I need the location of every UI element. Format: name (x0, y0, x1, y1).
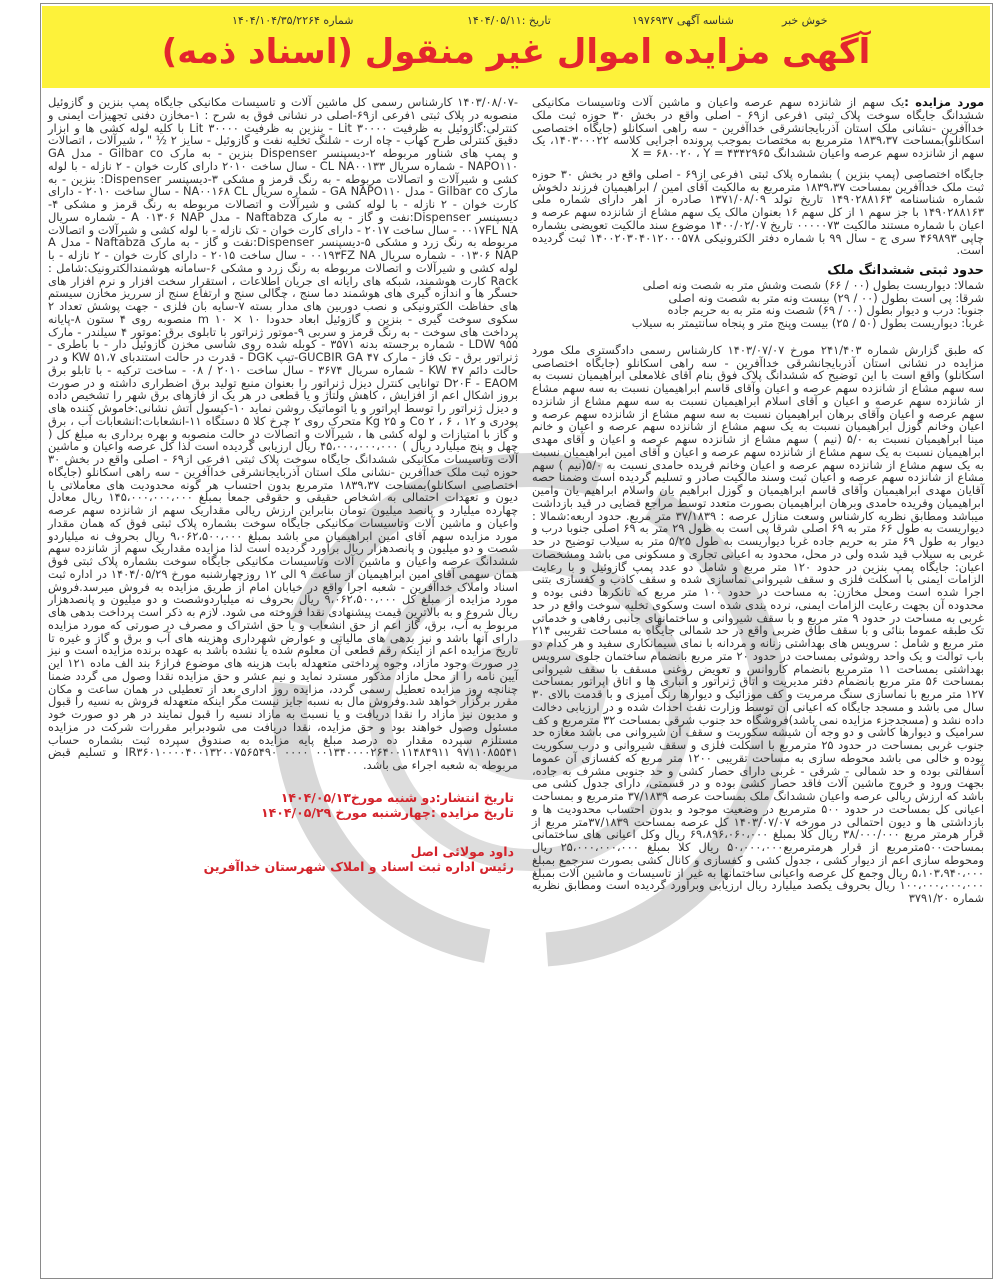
left-column (48, 96, 518, 874)
ad-id: شناسه آگهی ۱۹۷۶۹۳۷ (632, 14, 734, 27)
bounds-title: حدود ثبتی ششدانگ ملک (827, 263, 984, 278)
dates-block (48, 790, 518, 874)
subject-paragraph (532, 96, 984, 160)
publisher-name: خوش خبر (782, 14, 828, 27)
bounds-east: شرقا: پی است بطول (۰۰ / ۲۹) بیست ونه متر به شصت ونه اصلی (668, 290, 984, 305)
machinery-paragraph: -۱۴۰۳/۰۸/۰۷ کارشناس رسمی کل ماشین آلات و تاسیسات مکانیکی جایگاه پمپ بنزین و گازوئیل منصوبه در پلاک ثبتی ۱فرعی از۶۹-اصلی در نشانی فوق به شرح : ۱-مخازن دفنی تجهیزات ایمنی و کنترلی:گازوئیل به ظرفیت Lit ۳۰۰۰۰ - بنزین به ظرفیت ۳۰۰۰۰ Lit با کلیه لوله کشی ها و ابزار دقیق کنترلی طرح کهاب - چاه ارت - شلنگ تخلیه نفت و گازوئیل - سایز ۲ ½ " ، شیرآلات ، اتصالات و پمپ های شناور مربوطه ۲-دیسپنسر Dispenser بنزین - به مارک Gilbar co - مدل GA NAPO۱۱۰ - شماره سریال CL NA۰۰۱۳۳ - سال ساخت ۲۰۱۰ دارای کارت خوان - ۲ نازله - با لوله کشی و شیرآلات و اتصالات مربوطه - به رنگ قرمز و مشکی ۳-دیسپنسر Dispenser: بنزین - به مارک Gilbar co - مدل GA NAPO۱۱۰ - شماره سریال NA۰۰۱۶۸ CL - سال ساخت ۲۰۱۰ - دارای کارت خوان - ۲ نازله - با لوله کشی و شیرآلات و اتصالات مربوطه به رنگ قرمز و مشکی ۴-دیسپنسر Dispenser:نفت و گاز - به مارک Naftabza - مدل A ۰۱۳۰۶ NAP - شماره سریال ۰۰۱۷FL NA - سال ساخت ۲۰۱۷ - دارای کارت خوان - تک نازله - با لوله کشی و شیرآلات و اتصالات مربوطه به رنگ زرد و مشکی ۵-دیسپنسر Dispenser:نفت و گاز - به مارک Naftabza - مدل A ۰۱۳۰۶ NAP - شماره سریال ۰۰۱۹۳FZ NA - سال ساخت ۲۰۱۵ - دارای کارت خوان - ۲ نازله - با لوله کشی و شیرآلات و اتصالات مربوطه به رنگ زرد و مشکی ۶-سامانه هوشمندالکترونیک:شامل : Rack کارت هوشمند، شبکه های رایانه ای جریان اطلاعات ، استقرار سخت افزار و نرم افزار های حسگر ها و اندازه گیری های هوشمند دما سنج ، چگالی سنج و ارتفاع سنج از سرریز مخازن سیستم های حفاظت الکترونیکی و نصب دوربین های مدار بسته ۷-سایه بان فلزی - جهت پوشش تعداد ۲ سکوی سوخت گیری - بنزین و گازوئیل ابعاد حدودا ۱۰ × ۱۰ m منصوبه روی ۴ ستون ۸-پایانه پرداخت های سوخت - به رنگ قرمز و سربی ۹-موتور ژنراتور با تابلوی برق :موتور ۴ سیلندر - مارک LDW ۹۵۵ - شماره برجسته بدنه ۳۵۷۱ - کوبله شده روی شاسی مخزن گازوئیل دار - با باطری - ژنراتور برق - تک فاز - مارک GUCBIR GA ۴۷-تیپ DGK - قدرت در حالت استندبای KW ۵۱،۷ و در حالت دائم ۴۷ KW - شماره سریال ۳۶۷۴ - سال ساخت ۲۰۱۰ / ۰۸ - ساخت ترکیه - با تابلو برق D۲۰F - EAOM توانایی کنترل دیزل ژنراتور را بعنوان منبع تولید برق اضطراری داشته و در صورت بروز اشکال اعم از افزایش ، کاهش ولتاژ و یا قطعی در هر یک از فازهای برق شهر را تشخیص داده و دیزل ژنراتور را توسط اپراتور و یا اتوماتیک روشن نماید ۱۰-کپسول آتش نشانی:خاموش کننده های پودری و Co ۲ ، ۶ ، ۱۲ و ۲۵ Kg متحرک روی ۲ چرخ کلا ۵ دستگاه ۱۱-انشعابات:انشعابات آب ، برق و گاز با امتیازات و لوله کشی ها ، شیرآلات و اتصالات در حالت منصوبه و بهره برداری به مبلغ کل ( چهل و پنج میلیارد ریال ) ۴۵،۰۰۰،۰۰۰،۰۰۰ ریال ارزیابی گردیده است لذا کل عرصه واعیان و ماشین آلات وتاسیسات مکانیکی ششدانگ جایگاه سوخت پلاک ثبتی ۱فرعی از۶۹ - اصلی واقع در بخش ۳۰ حوزه ثبت ملک خداآفرین -نشانی ملک استان آذربایجانشرقی خداآفرین - سه راهی اسکانلو (جایگاه اختصاصی اسکانلو)بمساحت ۱۸۳۹،۳۷ مترمربع بدون احتساب هر گونه محدودیت های معاملاتی یا دیون و تعهدات احتمالی به اشخاص حقیقی و حقوقی جمعا بمبلغ ۱۴۵،۰۰۰،۰۰۰،۰۰۰ ریال معادل چهارده میلیارد و پانصد میلیون تومان بنابراین ارزش ریالی مقداریک سهم از شانزده سهم عرصه واعیان و ماشین آلات وتاسیسات مکانیکی جایگاه سوخت بشماره پلاک ثبتی فوق که همان مقدار مورد مزایده سهم آقای امین ابراهیمیان می باشد بمبلغ ۹،۰۶۲،۵۰۰،۰۰۰ ریال بحروف نه میلیاردو شصت و دو میلیون و پانصدهزار ریال برآورد گردیده است لذا مزایده مقداریک سهم از شانزده سهم ششدانگ عرصه واعیان و ماشین آلات وتاسیسات مکانیکی جایگاه سوخت بشماره پلاک ثبتی فوق همان سهمی آقای امین ابراهیمیان از ساعت ۹ الی ۱۲ روزچهارشنبه مورخ ۱۴۰۴/۰۵/۲۹ در اداره ثبت اسناد واملاک خداآفرین - شعبه اجرا واقع در خیابان امام از طریق مزایده به فروش میرسد.فروش مورد مزایده از مبلغ کل ۹،۰۶۲،۵۰۰،۰۰۰ ریال بحروف نه میلیاردوشصت و دو میلیون و پانصدهزار ریال شروع و به بالاترین قیمت پیشنهادی نقدا فروخته می شود. لازم به ذکر است پرداخت بدهی های مربوط به آب، برق، گاز اعم از حق انشعاب و یا حق اشتراک و مصرف در صورتی که مورد مزایده دارای آنها باشد و نیز بدهی های مالیاتی و عوارض شهرداری وهزینه های آب و برق و گاز و غیره تا تاریخ مزایده اعم از اینکه رقم قطعی آن معلوم شده یا نشده باشد به عهده برنده مزایده است و نیز در صورت وجود مازاد، وجوه پرداختی متعهدله بابت هزینه های موضوع فراز۶ بند الف ماده ۱۲۱ این آیین نامه را از محل مازاد مذکور مسترد نماید و نیم عشر و حق مزایده نقدا وصول می گردد ضمنا چنانچه روز مزایده تعطیل رسمی گردد، مزایده روز اداری بعد از تعطیلی در همان ساعت و مکان مقرر برگزار خواهد شد.وفروش مال به نسبه جایز نیست مگر اینکه متعهدله فروش به نسیه را قبول و مدیون نیز مازاد را نقدا دریافت و یا نسبت به مازاد نسیه را قبول نمایند در هر دو صورت خود مسئول وصول خواهند بود و حق مزایده، نقدا دریافت می شودبرابر مقررات شرکت در مزایده مستلزم سپرده مقدار ده درصد مبلغ پایه مزایده به صندوق سپرده ثبت بشماره حساب IR۳۶۰۱۰۰۰۰۴۰۰۱۳۲۰۰۷۵۶۵۴۹۰ ۰۰۰۰ ۰۰۱۳۴۰۰۰۰۲۶۴۰۰۱۱۴۸۴۹۱۱ ۹۷۱۱۰۸۵۵۴۱ و تسلیم قبض مربوطه به شعبه اجراء می باشد. (48, 95, 519, 772)
report-paragraph: که طبق گزارش شماره ۲۴۱/۴۰۳ مورخ ۱۴۰۳/۰۷/۰۷ کارشناس رسمی دادگستری ملک مورد مزایده در نشانی استان آذربایجانشرقی خداآفرین - سه راهی اسکانلو (جایگاه اختصاصی اسکانلو) واقع است با این توضیح که ششدانگ پلاک فوق بنام آقای غلامعلی ابراهیمیان نسبت به سه سهم مشاع از شانزده سهم عرصه و اعیان وآقای قاسم ابراهیمیان نسبت به سه سهم مشاع از شانزده سهم عرصه و اعیان و آقای اسلام ابراهیمیان نسبت به سه سهم مشاع از شانزده سهم عرصه و اعیان وآقای برهان ابراهیمیان نسبت به سه سهم مشاع از شانزده سهم عرصه و اعیان وخانم گوزل ابراهیمیان نسبت به یک سهم مشاع از شانزده سهم عرصه و اعیان و خانم مینا ابراهیمیان نسبت به ۵/۰ (نیم ) سهم مشاع از شانزده سهم عرصه و اعیان و آقای مهدی ابراهیمیان نسبت به یک سهم مشاع از شانزده سهم عرصه و اعیان و آقای امین ابراهیمیان نسبت به یک سهم مشاع از شانزده سهم عرصه و اعیان وخانم فریده حامدی نسبت به ۵/۰(نیم ) سهم مشاع از شانزده سهم عرصه و اعیان ثبت وسند مالکیت صادر و تسلیم گردیده است وضمنا حصه آقایان مهدی ابراهیمیان وآقای قاسم ابراهیمیان و گوزل ابراهیم یان واسلام ابراهیم یان وامین ابراهیمیان وفریده حامدی وبرهان ابراهیمیان بصورت متعدد توسط مراجع قضایی در قید بازداشت میباشد ومطابق نظریه کارشناس وسعت منازل عرصه : ۳۷/۱۸۳۹ متر مربع. حدود اربعه:شمالا : دیواریست به طول ۶۶ متر به ۶۹ اصلی شرقا پی است به طول ۲۹ متر به ۶۹ اصلی جنوبا درب و دیوار به طول ۶۹ متر به حریم جاده غربا دیواریست به طول ۵/۲۵ متر به سیلاب توضیح در حد غربی به سیلاب قید شده ولی در محل، محدود به اعیانی تجاری و مسکونی می باشد ومشخصات اعیان: جایگاه پمپ بنزین در حدود ۱۲۰ متر مربع و شامل دو عدد پمپ گازوئیل و با رعایت الزامات ایمنی با اسکلت فلزی و سقف شیروانی نماسازی شده و سقف کاذب و کفسازی بتنی اجرا شده است ومحل مخازن: به مساحت در حدود ۱۰۰ متر مربع که تانکرها دفنی بوده و محدوده آن بجهت رعایت الزامات ایمنی، نرده بندی شده است وسکوی تخلیه سوخت واقع در حد غربی به مساحت در حدود ۹ متر مربع و با سقف شیروانی و ساختمانهای جانبی رفاهی و خدماتی تک طبقه عموما بنائی و با سقف طاق ضربی واقع در حد شمالی جایگاه به مساحت تقریبی ۲۱۴ متر مربع و شامل : سرویس های بهداشتی زنانه و مردانه با نمای سیمانکاری سفید و هر کدام دو باب توالت و یک واحد روشوئی بمساحت در حدود ۲۰ متر مربع بانضمام ساختمان جلوی سرویس بهداشتی بمساحت ۱۱ مترمربع بانضمام کاروانس و تعویض روغنی مسقف با سقف شیروانی بمساحت ۵۶ متر مربع بانضمام دفتر مدیریت و اتاق ژنراتور و انباری ها و اتاق اپراتور بمساحت ۱۲۷ متر مربع با نماسازی سنگ مرمریت و کف موزائیک و دیوارها رنگ آمیزی و با قدمت بالای ۳۰ سال می باشد و مسجد جایگاه که اعیانی آن توسط وزارت نفت احداث شده و در ارزیابی دخالت داده نشد و (مسجدجزء مزایده نمی باشد)فروشگاه حد جنوب شرقی بمساحت ۳۲ مترمربع و کف سرامیک و دیوارها کاشی و دو وجه آن شیشه سکوریت و سقف آن شیروانی می باشد مغازه حد جنوب غربی بمساحت در حدود ۲۵ مترمربع با اسکلت فلزی و سقف شیروانی و درب سکوریت بوده و خالی می باشد محوطه سازی به مساحت تقریبی ۱۲۰۰ متر مربع که کفسازی آن عموما آسفالتی بوده و حد شمالی - شرقی - غربی دارای حصار کشی و حد جنوبی مشرف به جاده، بجهت ورود و خروج ماشین آلات فاقد حصار کشی بوده و در قسمتی، دارای جدول کشی می باشد که ارزش ریالی عرصه واعیان ششدانگ ملک بمساحت عرصه ۳۷/۱۸۳۹ مترمربع و بمساحت اعیانی کل بمساحت در حدود ۵۰۰ مترمربع در وضعیت موجود و بدون احتساب محدودیت ها و بازداشتی ها و دیون احتمالی در مورخه ۱۴۰۳/۰۷/۰۷ کل عرصه بمساحت ۳۷/۱۸۳۹متر مربع از قرار هرمتر مربع ۳۸/۰۰۰/۰۰۰ ریال کلا بمبلغ ۶۹،۸۹۶،۰۶۰،۰۰۰ ریال وکل اعیانی های ساختمانی بمساحت۵۰۰مترمربع از قرار هرمترمربع۵۰،۰۰۰،۰۰۰ ریال کلا بمبلغ ۲۵،۰۰۰،۰۰۰،۰۰۰ ریال ومحوطه سازی اعم از دیوار کشی ، جدول کشی و کفسازی و کانال کشی بصورت سرجمع بمبلغ ۵،۱۰۳،۹۴۰،۰۰۰ ریال وجمع کل عرصه واعیانی ساختمانها به غیر از تاسیسات و ماشین آلات بمبلغ ۱۰۰،۰۰۰،۰۰۰،۰۰۰ ریال بحروف یکصد میلیارد ریال ارزیابی وبرآورد گردیده است ومطابق نظریه شماره ۳۷۹۱/۲۰ (532, 342, 984, 905)
bounds-west: غربا: دیواریست بطول (۵۰ / ۲۵) بیست وپنج متر و پنجاه سانتیمتر به سیلاب (631, 316, 984, 330)
notice-date: تاریخ :۱۴۰۴/۰۵/۱۱ (467, 14, 551, 27)
bounds-north: شمالا: دیواریست بطول (۰۰ / ۶۶) شصت وشش متر به شصت ونه اصلی (642, 277, 984, 292)
notice-number: شماره ۱۴۰۴/۱۰۴/۳۵/۲۲۶۴ (232, 14, 354, 27)
signer-title: رئیس اداره ثبت اسناد و املاک شهرستان خداآفرین (203, 858, 514, 874)
publish-date: تاریخ انتشار:دو شنبه مورخ۱۴۰۴/۰۵/۱۳ (280, 789, 514, 805)
subject-label: مورد مزایده : (904, 95, 984, 109)
auction-date: تاریخ مزایده :چهارشنبه مورخ ۱۴۰۴/۰۵/۲۹ (261, 804, 514, 820)
bounds-south: جنوبا: درب و دیوار بطول (۰۰ / ۶۹) شصت ونه متر به به حریم جاده (667, 303, 984, 318)
notice-header (42, 6, 990, 88)
subject-text: یک سهم از شانزده سهم عرصه واعیان و ماشین آلات وتاسیسات مکانیکی ششدانگ جایگاه سوخت پلاک ثبتی ۱فرعی از۶۹ - اصلی واقع در بخش ۳۰ حوزه ثبت ملک خداآفرین -نشانی ملک استان آذربایجانشرقی خداآفرین - سه راهی اسکانلو (جایگاه اختصاصی اسکانلو)بمساحت ۱۸۳۹،۳۷ مترمربع به مختصات بموجب پرونده اجرایی کلاسه ۱۴۰۳۰۰۰۲۲، یک سهم از شانزده سهم عرصه واعیان ششدانگ X = ۶۸۰۰۲۰ ، Y = ۴۳۴۲۹۶۵ (532, 95, 985, 160)
subject-text-2: جایگاه اختصاصی (پمپ بنزین ) بشماره پلاک ثبتی ۱فرعی از۶۹ - اصلی واقع در بخش ۳۰ حوزه ثبت ملک خداآفرین بمساحت ۱۸۳۹،۳۷ مترمربع به مالکیت آقای امین / ابراهیمیان فرزند دلخوش شماره شناسنامه ۱۴۹۰۲۸۸۱۶۳ تاریخ تولد ۱۳۷۱/۰۸/۰۹ صادره از اهر دارای شماره ملی ۱۴۹۰۲۸۸۱۶۳ با جز سهم ۱ از کل سهم ۱۶ بعنوان مالک یک سهم مشاع از شانزده سهم عرصه و اعیان با شماره مستند مالکیت ۰۰۰۰۰۷۳ تاریخ ۱۴۰۰/۰۲/۰۷ موضوع سند مالکیت تعویضی بشماره چاپی ۴۶۹۸۹۳ سری ج - سال ۹۹ با شماره دفتر الکترونیکی ۱۴۰۰۲۰۳۰۴۰۱۲۰۰۰۵۷۸ ثبت گردیده است. (532, 166, 985, 258)
signer-name: داود مولائی اصل (410, 843, 514, 859)
notice-title: آگهی مزایده اموال غیر منقول (اسناد ذمه) (161, 32, 871, 72)
right-column (532, 96, 984, 913)
